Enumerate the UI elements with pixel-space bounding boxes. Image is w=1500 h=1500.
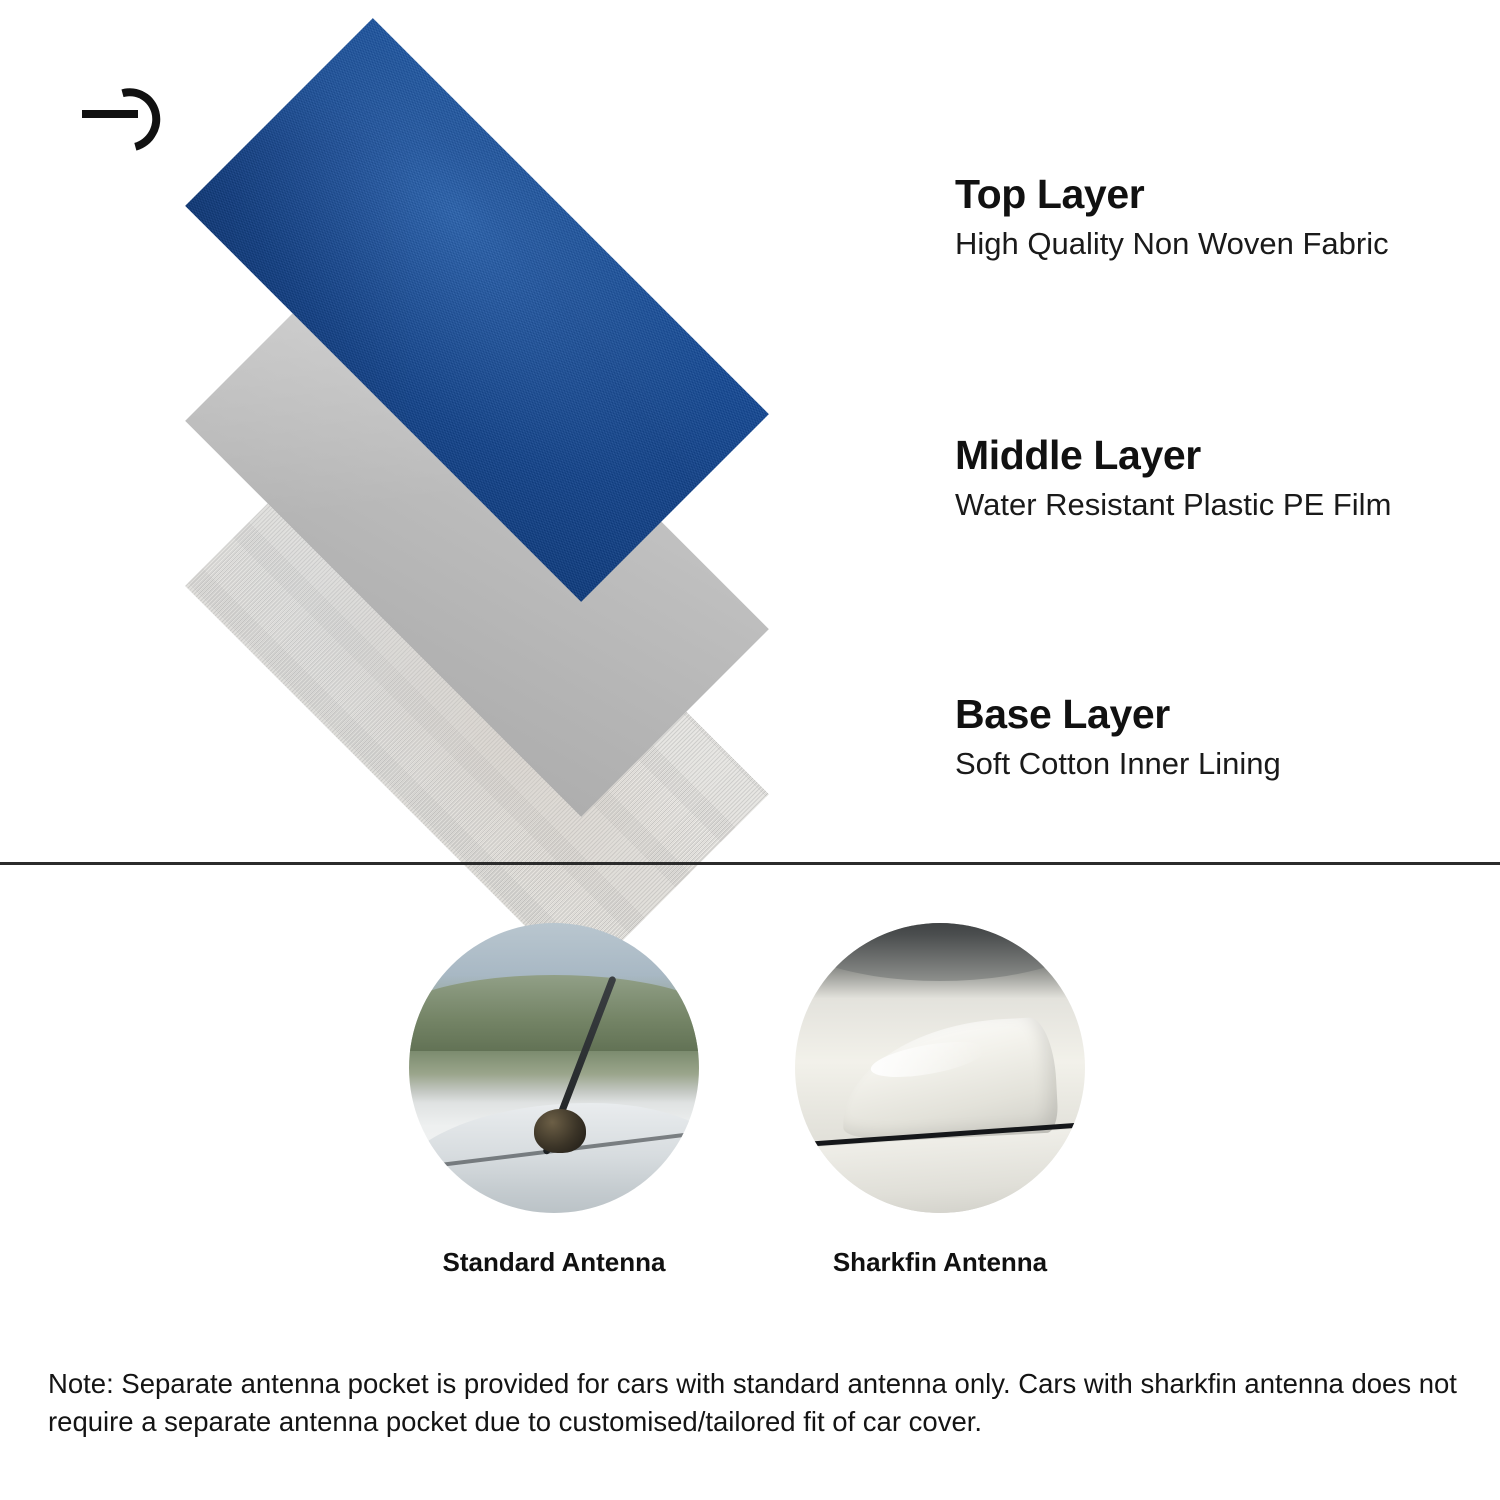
antenna-base-knob: [534, 1109, 586, 1153]
antenna-item-sharkfin: [790, 923, 1090, 1278]
base-layer-label: [955, 692, 1281, 784]
standard-antenna-photo: [409, 923, 699, 1213]
standard-antenna-scene: [409, 923, 699, 1213]
antenna-comparison-row: [0, 923, 1500, 1323]
top-layer-title: Top Layer: [955, 171, 1145, 217]
dark-background-shade: [795, 923, 1085, 981]
sharkfin-antenna-caption: Sharkfin Antenna: [832, 1247, 1048, 1277]
antenna-info-panel: [0, 865, 1500, 1500]
middle-layer-label: [955, 433, 1391, 525]
middle-layer-title: Middle Layer: [955, 432, 1201, 478]
sharkfin-shape: [839, 1016, 1059, 1143]
sharkfin-antenna-scene: [795, 923, 1085, 1213]
antenna-note-text: Note: Separate antenna pocket is provided for cars with standard antenna only. Cars with sharkfin antenna does not require a separate antenna pocket due to customised/tailored fit of car cover.: [48, 1368, 1457, 1437]
sharkfin-antenna-photo: [795, 923, 1085, 1213]
top-layer-subtitle: High Quality Non Woven Fabric: [955, 226, 1389, 262]
standard-antenna-caption: Standard Antenna: [442, 1247, 666, 1277]
antenna-item-standard: [404, 923, 704, 1278]
base-layer-subtitle: Soft Cotton Inner Lining: [955, 746, 1281, 782]
top-layer-plate: [62, 125, 892, 495]
background-hill: [409, 975, 699, 1050]
base-layer-title: Base Layer: [955, 691, 1170, 737]
middle-layer-subtitle: Water Resistant Plastic PE Film: [955, 487, 1392, 523]
top-layer-label: [955, 172, 1389, 264]
exploded-layer-diagram: [0, 0, 960, 862]
